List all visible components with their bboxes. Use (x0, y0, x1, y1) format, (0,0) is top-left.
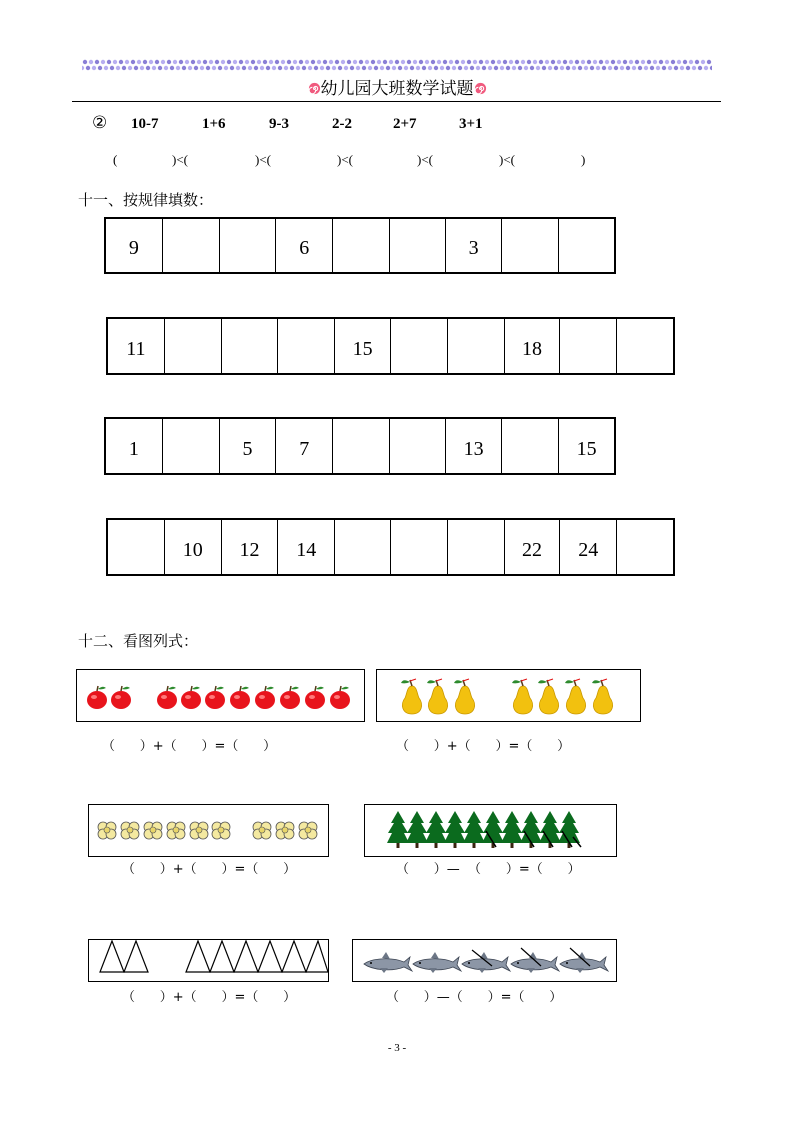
pear-icon (538, 679, 559, 714)
tree-group (365, 805, 616, 856)
apple-icon (157, 686, 177, 709)
triangles-picture (88, 939, 329, 982)
expression: 10-7 (131, 116, 159, 132)
shark-icon (511, 952, 559, 973)
flower-icon (98, 822, 116, 839)
grid-cell[interactable] (390, 419, 446, 473)
grid-cell[interactable]: 15 (335, 319, 391, 373)
grid-cell[interactable]: 10 (165, 520, 222, 574)
section-heading: 十一、按规律填数： (78, 191, 214, 209)
triangle-icon (210, 941, 234, 972)
pear-icon (592, 679, 613, 714)
grid-cell[interactable] (163, 219, 220, 272)
page-header (0, 74, 794, 100)
trees-picture (364, 804, 617, 857)
triangle-icon (234, 941, 258, 972)
grid-cell[interactable]: 6 (276, 219, 333, 272)
pear-icon (454, 679, 475, 714)
grid-cell[interactable] (165, 319, 222, 373)
apple-icon (305, 686, 325, 709)
grid-cell[interactable] (220, 219, 277, 272)
shark-icon (462, 952, 510, 973)
triangle-icon (100, 941, 124, 972)
swirl-icon (474, 82, 487, 95)
grid-cell[interactable] (617, 319, 673, 373)
expression: 1+6 (202, 116, 226, 132)
grid-cell[interactable] (335, 520, 391, 574)
apple-icon (280, 686, 300, 709)
apple-icon (87, 686, 107, 709)
header-rule (72, 101, 721, 102)
grid-cell[interactable]: 15 (576, 438, 597, 460)
flower-icon (276, 822, 294, 839)
apple-icon (330, 686, 350, 709)
flower-icon (167, 822, 185, 839)
shark-group (353, 940, 616, 981)
number-grid-2 (106, 317, 675, 375)
answer-blank[interactable]: ( (113, 152, 118, 167)
flower-icon (253, 822, 271, 839)
pear-icon (512, 679, 533, 714)
triangle-icon (282, 941, 306, 972)
equation-blank[interactable]: （ ）+（ ）=（ ） (396, 739, 571, 754)
grid-cell[interactable] (108, 520, 165, 574)
tree-icon (387, 811, 409, 848)
grid-cell[interactable] (502, 219, 559, 272)
grid-cell[interactable] (278, 319, 335, 373)
sharks-picture (352, 939, 617, 982)
apple-icon (230, 686, 250, 709)
flower-icon (190, 822, 208, 839)
tree-icon (425, 811, 447, 848)
grid-cell[interactable]: 18 (505, 319, 561, 373)
expression: 3+1 (459, 116, 483, 132)
flower-icon (212, 822, 230, 839)
apples-picture (76, 669, 365, 722)
answer-blank[interactable]: ) (581, 152, 586, 167)
shark-icon (413, 952, 461, 973)
apple-icon (181, 686, 201, 709)
tree-icon (444, 811, 466, 848)
expression: 2+7 (393, 116, 417, 132)
grid-cell[interactable]: 14 (278, 520, 335, 574)
grid-cell[interactable] (559, 219, 614, 272)
apple-icon (255, 686, 275, 709)
equation-blank[interactable]: （ ）+（ ）=（ ） (122, 990, 297, 1005)
pears-picture (376, 669, 641, 722)
grid-cell[interactable] (448, 520, 505, 574)
grid-cell[interactable]: 22 (505, 520, 561, 574)
grid-cell[interactable]: 3 (446, 219, 503, 272)
grid-cell[interactable]: 1 (106, 419, 163, 473)
grid-cell[interactable] (333, 419, 390, 473)
grid-cell[interactable] (333, 219, 390, 272)
grid-cell[interactable] (502, 419, 559, 473)
equation-blank[interactable]: （ ）— （ ）=（ ） (396, 862, 581, 877)
grid-cell[interactable]: 24 (560, 520, 617, 574)
swirl-icon (308, 82, 321, 95)
shark-icon (364, 952, 412, 973)
triangle-icon (258, 941, 282, 972)
pear-group (377, 670, 640, 721)
grid-cell[interactable] (448, 319, 505, 373)
grid-cell[interactable] (617, 520, 673, 574)
grid-cell[interactable] (163, 419, 220, 473)
tree-icon (406, 811, 428, 848)
tree-icon (501, 811, 523, 848)
grid-cell[interactable] (390, 219, 446, 272)
pear-icon (565, 679, 586, 714)
grid-cell[interactable] (222, 319, 279, 373)
triangle-group (89, 940, 328, 981)
equation-blank[interactable]: （ ）+（ ）=（ ） (122, 862, 297, 877)
pear-icon (401, 679, 422, 714)
grid-cell[interactable] (391, 319, 448, 373)
expression: 2-2 (332, 116, 352, 132)
equation-blank[interactable]: （ ）+（ ）=（ ） (102, 739, 277, 754)
grid-cell[interactable]: 12 (222, 520, 279, 574)
grid-cell[interactable] (391, 520, 448, 574)
grid-cell[interactable]: 7 (276, 419, 333, 473)
triangle-icon (186, 941, 210, 972)
decorative-border (82, 58, 712, 72)
flower-group (89, 805, 328, 856)
equation-blank[interactable]: （ ）—（ ）=（ ） (386, 990, 563, 1005)
section-heading: 十二、看图列式： (78, 632, 199, 650)
number-grid-1 (104, 217, 616, 274)
answer-blank[interactable]: )<( (417, 152, 433, 167)
flower-icon (144, 822, 162, 839)
page-number: - 3 - (387, 1042, 407, 1054)
flowers-picture (88, 804, 329, 857)
number-grid-4 (106, 518, 675, 576)
flower-icon (299, 822, 317, 839)
triangle-icon (124, 941, 148, 972)
apple-icon (205, 686, 225, 709)
grid-cell[interactable]: 11 (108, 319, 165, 373)
answer-blank[interactable]: )<( (172, 152, 188, 167)
flower-icon (121, 822, 139, 839)
answer-blank[interactable]: )<( (255, 152, 271, 167)
tree-icon (463, 811, 485, 848)
apple-group (77, 670, 364, 721)
grid-cell[interactable]: 9 (106, 219, 163, 272)
number-grid-3 (104, 417, 616, 475)
question-marker: ② (92, 113, 108, 133)
answer-blank[interactable]: )<( (337, 152, 353, 167)
page-title: 幼儿园大班数学试题 (320, 79, 474, 99)
expression: 9-3 (269, 116, 289, 132)
grid-cell[interactable] (560, 319, 617, 373)
grid-cell[interactable]: 5 (220, 419, 277, 473)
grid-cell[interactable]: 13 (446, 419, 503, 473)
triangle-icon (306, 941, 328, 972)
answer-blank[interactable]: )<( (499, 152, 515, 167)
apple-icon (111, 686, 131, 709)
pear-icon (427, 679, 448, 714)
shark-icon (560, 952, 608, 973)
